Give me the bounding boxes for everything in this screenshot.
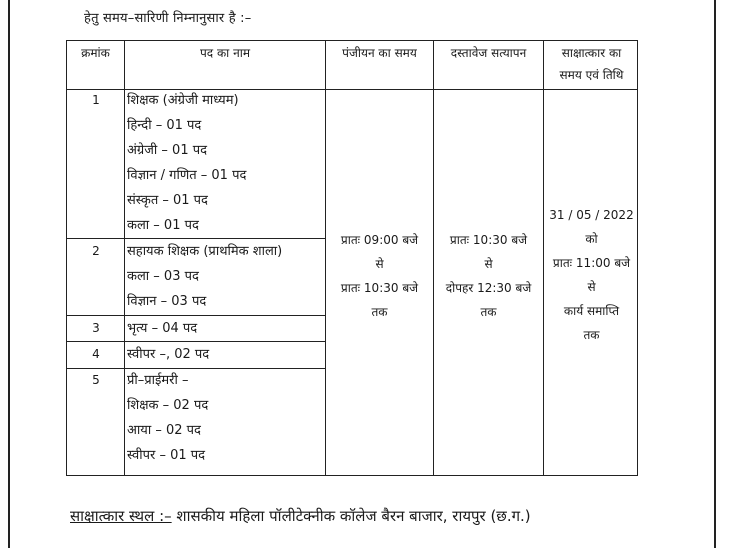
schedule-table: [66, 40, 638, 476]
interview-date-time: [544, 203, 639, 347]
interview-line: प्रातः 11:00 बजे: [552, 256, 631, 270]
intro-text: हेतु समय–सारिणी निम्नानुसार है :–: [84, 11, 252, 26]
post-line: स्वीपर –, 02 पद: [127, 347, 210, 362]
header-sno: क्रमांक: [81, 46, 110, 60]
post-line: विज्ञान – 03 पद: [127, 294, 207, 309]
time-line: तक: [371, 305, 388, 319]
header-registration: पंजीयन का समय: [342, 46, 417, 60]
registration-time: [326, 228, 433, 324]
page-border-right: [714, 0, 716, 548]
post-line: अंग्रेजी – 01 पद: [127, 143, 208, 158]
row-4-sno: 4: [92, 347, 100, 361]
interview-line: को: [585, 232, 598, 246]
interview-line: कार्य समाप्ति: [563, 304, 620, 318]
post-line: शिक्षक (अंग्रेजी माध्यम): [127, 93, 239, 108]
row-1-sno: 1: [92, 93, 100, 107]
page-border-left: [8, 0, 10, 548]
post-line: कला – 01 पद: [127, 218, 199, 233]
row-3-sno: 3: [92, 321, 100, 335]
post-line: स्वीपर – 01 पद: [127, 448, 206, 463]
time-line: प्रातः 10:30 बजे: [340, 281, 419, 295]
interview-line: तक: [583, 328, 600, 342]
row-1-posts: [127, 88, 246, 238]
row-5-sno: 5: [92, 373, 100, 387]
time-line: प्रातः 10:30 बजे: [449, 233, 528, 247]
row-3-posts: [127, 316, 197, 341]
header-verification: दस्तावेज सत्यापन: [450, 46, 527, 60]
post-line: हिन्दी – 01 पद: [127, 118, 202, 133]
post-line: कला – 03 पद: [127, 269, 199, 284]
interview-line: 31 / 05 / 2022: [549, 208, 634, 222]
post-line: सहायक शिक्षक (प्राथमिक शाला): [127, 244, 283, 259]
time-line: से: [375, 257, 384, 271]
post-line: विज्ञान / गणित – 01 पद: [127, 168, 247, 183]
post-line: शिक्षक – 02 पद: [127, 398, 209, 413]
time-line: दोपहर 12:30 बजे: [445, 281, 532, 295]
post-line: संस्कृत – 01 पद: [127, 193, 208, 208]
header-interview-line2: समय एवं तिथि: [559, 68, 624, 82]
time-line: तक: [480, 305, 497, 319]
row-2-sno: 2: [92, 244, 100, 258]
interview-venue: [70, 506, 531, 526]
venue-text: शासकीय महिला पॉलीटेक्नीक कॉलेज बैरन बाजार, रायपुर (छ.ग.): [176, 507, 531, 525]
header-post: पद का नाम: [199, 46, 251, 60]
row-4-posts: [127, 342, 209, 367]
verification-time: [434, 228, 543, 324]
post-line: भृत्य – 04 पद: [127, 321, 198, 336]
post-line: प्री–प्राईमरी –: [127, 373, 189, 388]
time-line: प्रातः 09:00 बजे: [340, 233, 419, 247]
venue-label: साक्षात्कार स्थल :–: [70, 507, 172, 525]
row-2-posts: [127, 239, 282, 314]
post-line: आया – 02 पद: [127, 423, 201, 438]
time-line: से: [484, 257, 493, 271]
interview-line: से: [587, 280, 596, 294]
row-5-posts: [127, 368, 208, 468]
header-interview-line1: साक्षात्कार का: [561, 46, 622, 60]
